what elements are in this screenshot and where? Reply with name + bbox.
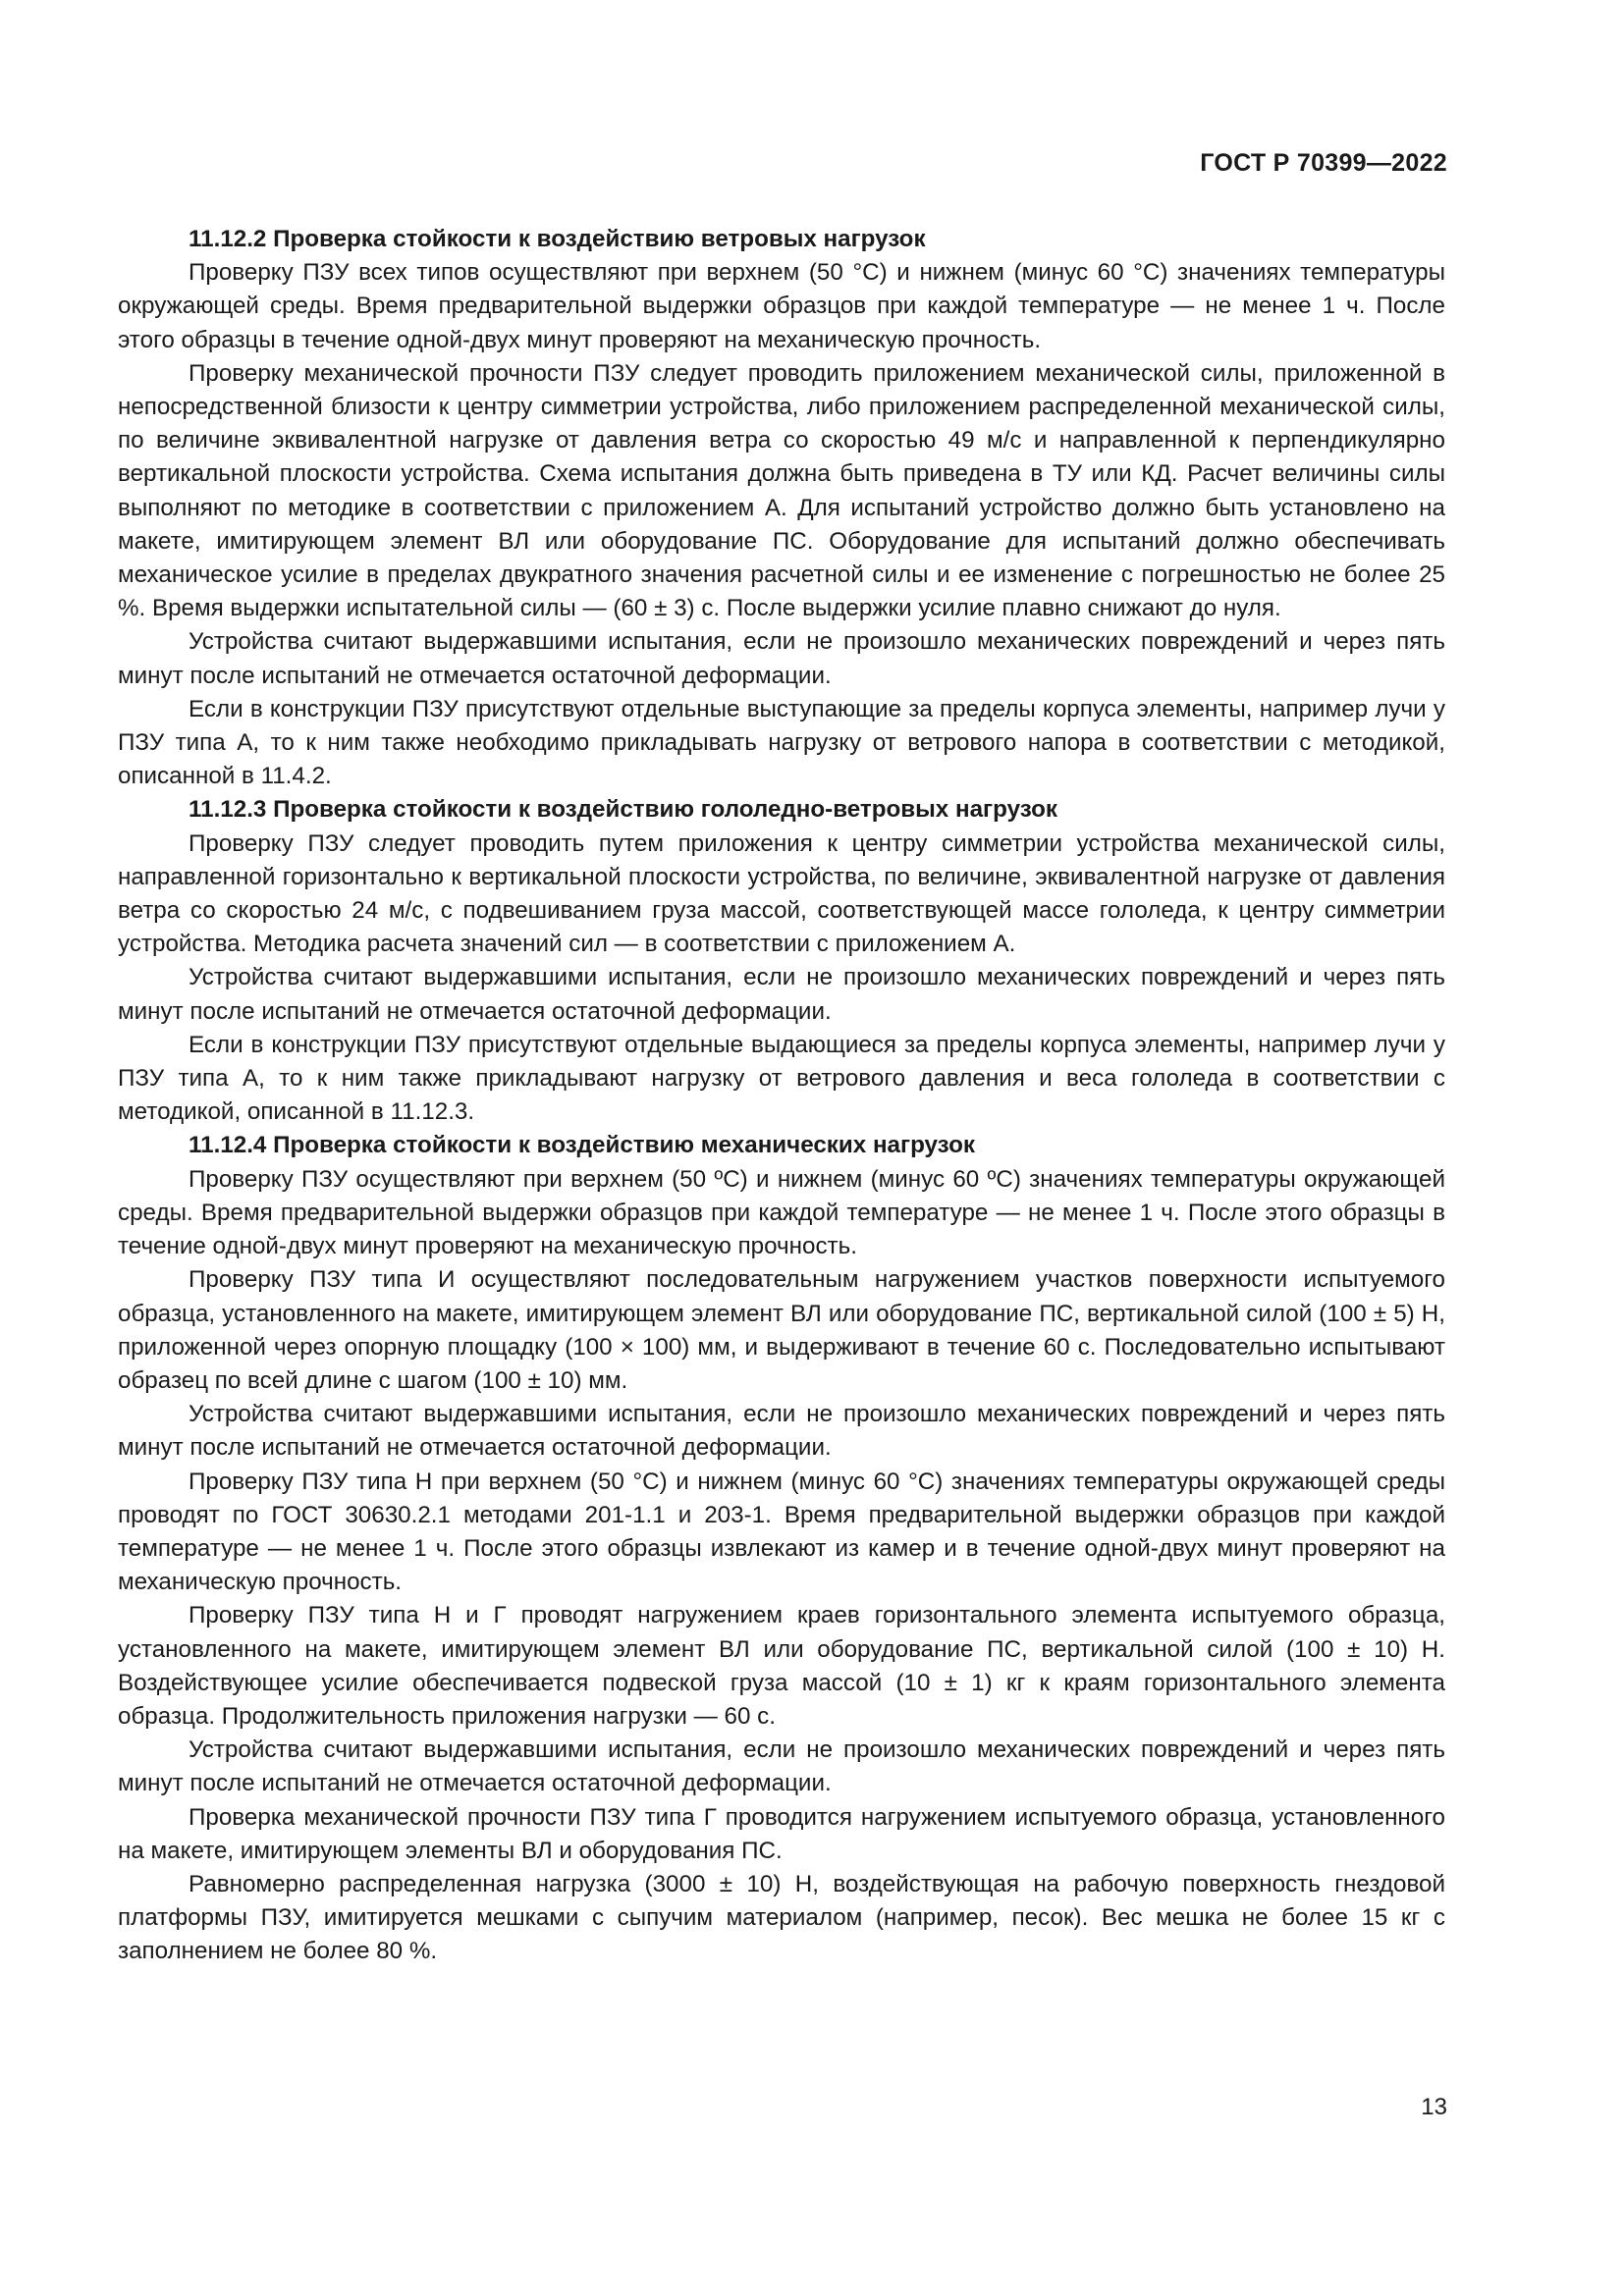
paragraph: Проверку ПЗУ типа Н и Г проводят нагружением краев горизонтального элемента испытуемого образца, установленного на макете, имитирующем элемент ВЛ или оборудование ПС, вертикальной силой (100 ± 10) Н. Воздействующее усилие обеспечивается подвеской груза массой (10 ± 1) кг к краям горизонтального элемента образца. Продолжительность приложения нагрузки — 60 с. (118, 1602, 1445, 1730)
paragraph: Устройства считают выдержавшими испытания, если не произошло механических повреждений и через пять минут после испытаний не отмечается остаточной деформации. (118, 964, 1445, 1025)
paragraph: Проверка механической прочности ПЗУ типа Г проводится нагружением испытуемого образца, установленного на макете, имитирующем элементы ВЛ и оборудования ПС. (118, 1803, 1445, 1864)
paragraph: Проверку ПЗУ типа Н при верхнем (50 °С) и нижнем (минус 60 °С) значениях температуры окружающей среды проводят по ГОСТ 30630.2.1 методами 201-1.1 и 203-1. Время предварительной выдержки образцов при каждой температуре — не менее 1 ч. После этого образцы извлекают из камер и в течение одной-двух минут проверяют на механическую прочность. (118, 1468, 1445, 1596)
paragraph: Устройства считают выдержавшими испытания, если не произошло механических повреждений и через пять минут после испытаний не отмечается остаточной деформации. (118, 628, 1445, 689)
paragraph: Устройства считают выдержавшими испытания, если не произошло механических повреждений и через пять минут после испытаний не отмечается остаточной деформации. (118, 1736, 1445, 1797)
paragraph: Проверку ПЗУ типа И осуществляют последовательным нагружением участков поверхности испытуемого образца, установленного на макете, имитирующем элемент ВЛ или оборудование ПС, вертикальной силой (100 ± 5) Н, приложенной через опорную площадку (100 × 100) мм, и выдерживают в течение 60 с. Последовательно испытывают образец по всей длине с шагом (100 ± 10) мм. (118, 1266, 1445, 1394)
section-heading: 11.12.4 Проверка стойкости к воздействию механических нагрузок (189, 1132, 975, 1159)
paragraph: Если в конструкции ПЗУ присутствуют отдельные выступающие за пределы корпуса элементы, например лучи у ПЗУ типа А, то к ним также необходимо прикладывать нагрузку от ветрового напора в соответствии с методикой, описанной в 11.4.2. (118, 695, 1445, 790)
document-body (118, 223, 1445, 1969)
paragraph: Проверку ПЗУ всех типов осуществляют при верхнем (50 °С) и нижнем (минус 60 °С) значениях температуры окружающей среды. Время предварительной выдержки образцов при каждой температуре — не менее 1 ч. После этого образцы в течение одной-двух минут проверяют на механическую прочность. (118, 259, 1445, 353)
page-number: 13 (1421, 2094, 1447, 2120)
section-heading: 11.12.3 Проверка стойкости к воздействию гололедно-ветровых нагрузок (189, 796, 1058, 824)
section-heading: 11.12.2 Проверка стойкости к воздействию ветровых нагрузок (189, 226, 926, 252)
paragraph: Если в конструкции ПЗУ присутствуют отдельные выдающиеся за пределы корпуса элементы, например лучи у ПЗУ типа А, то к ним также прикладывают нагрузку от ветрового давления и веса гололеда в соответствии с методикой, описанной в 11.12.3. (118, 1031, 1445, 1126)
paragraph: Проверку ПЗУ осуществляют при верхнем (50 ºС) и нижнем (минус 60 ºС) значениях температуры окружающей среды. Время предварительной выдержки образцов при каждой температуре — не менее 1 ч. После этого образцы в течение одной-двух минут проверяют на механическую прочность. (118, 1165, 1445, 1260)
paragraph: Проверку ПЗУ следует проводить путем приложения к центру симметрии устройства механической силы, направленной горизонтально к вертикальной плоскости устройства, по величине, эквивалентной нагрузке от давления ветра со скоростью 24 м/с, с подвешиванием груза массой, соответствующей массе гололеда, к центру симметрии устройства. Методика расчета значений сил — в соответствии с приложением А. (118, 829, 1445, 958)
paragraph: Проверку механической прочности ПЗУ следует проводить приложением механической силы, приложенной в непосредственной близости к центру симметрии устройства, либо приложением распределенной механической силы, по величине эквивалентной нагрузке от давления ветра со скоростью 49 м/с и направленной к перпендикулярно вертикальной плоскости устройства. Схема испытания должна быть приведена в ТУ или КД. Расчет величины силы выполняют по методике в соответствии с приложением А. Для испытаний устройство должно быть установлено на макете, имитирующем элемент ВЛ или оборудование ПС. Оборудование для испытаний должно обеспечивать механическое усилие в пределах двукратного значения расчетной силы и ее изменение с погрешностью не более 25 %. Время выдержки испытательной силы — (60 ± 3) с. После выдержки усилие плавно снижают до нуля. (118, 359, 1445, 622)
document-header: ГОСТ Р 70399—2022 (1200, 149, 1447, 177)
paragraph: Устройства считают выдержавшими испытания, если не произошло механических повреждений и через пять минут после испытаний не отмечается остаточной деформации. (118, 1401, 1445, 1462)
paragraph: Равномерно распределенная нагрузка (3000 ± 10) Н, воздействующая на рабочую поверхность гнездовой платформы ПЗУ, имитируется мешками с сыпучим материалом (например, песок). Вес мешка не более 15 кг с заполнением не более 80 %. (118, 1870, 1445, 1965)
